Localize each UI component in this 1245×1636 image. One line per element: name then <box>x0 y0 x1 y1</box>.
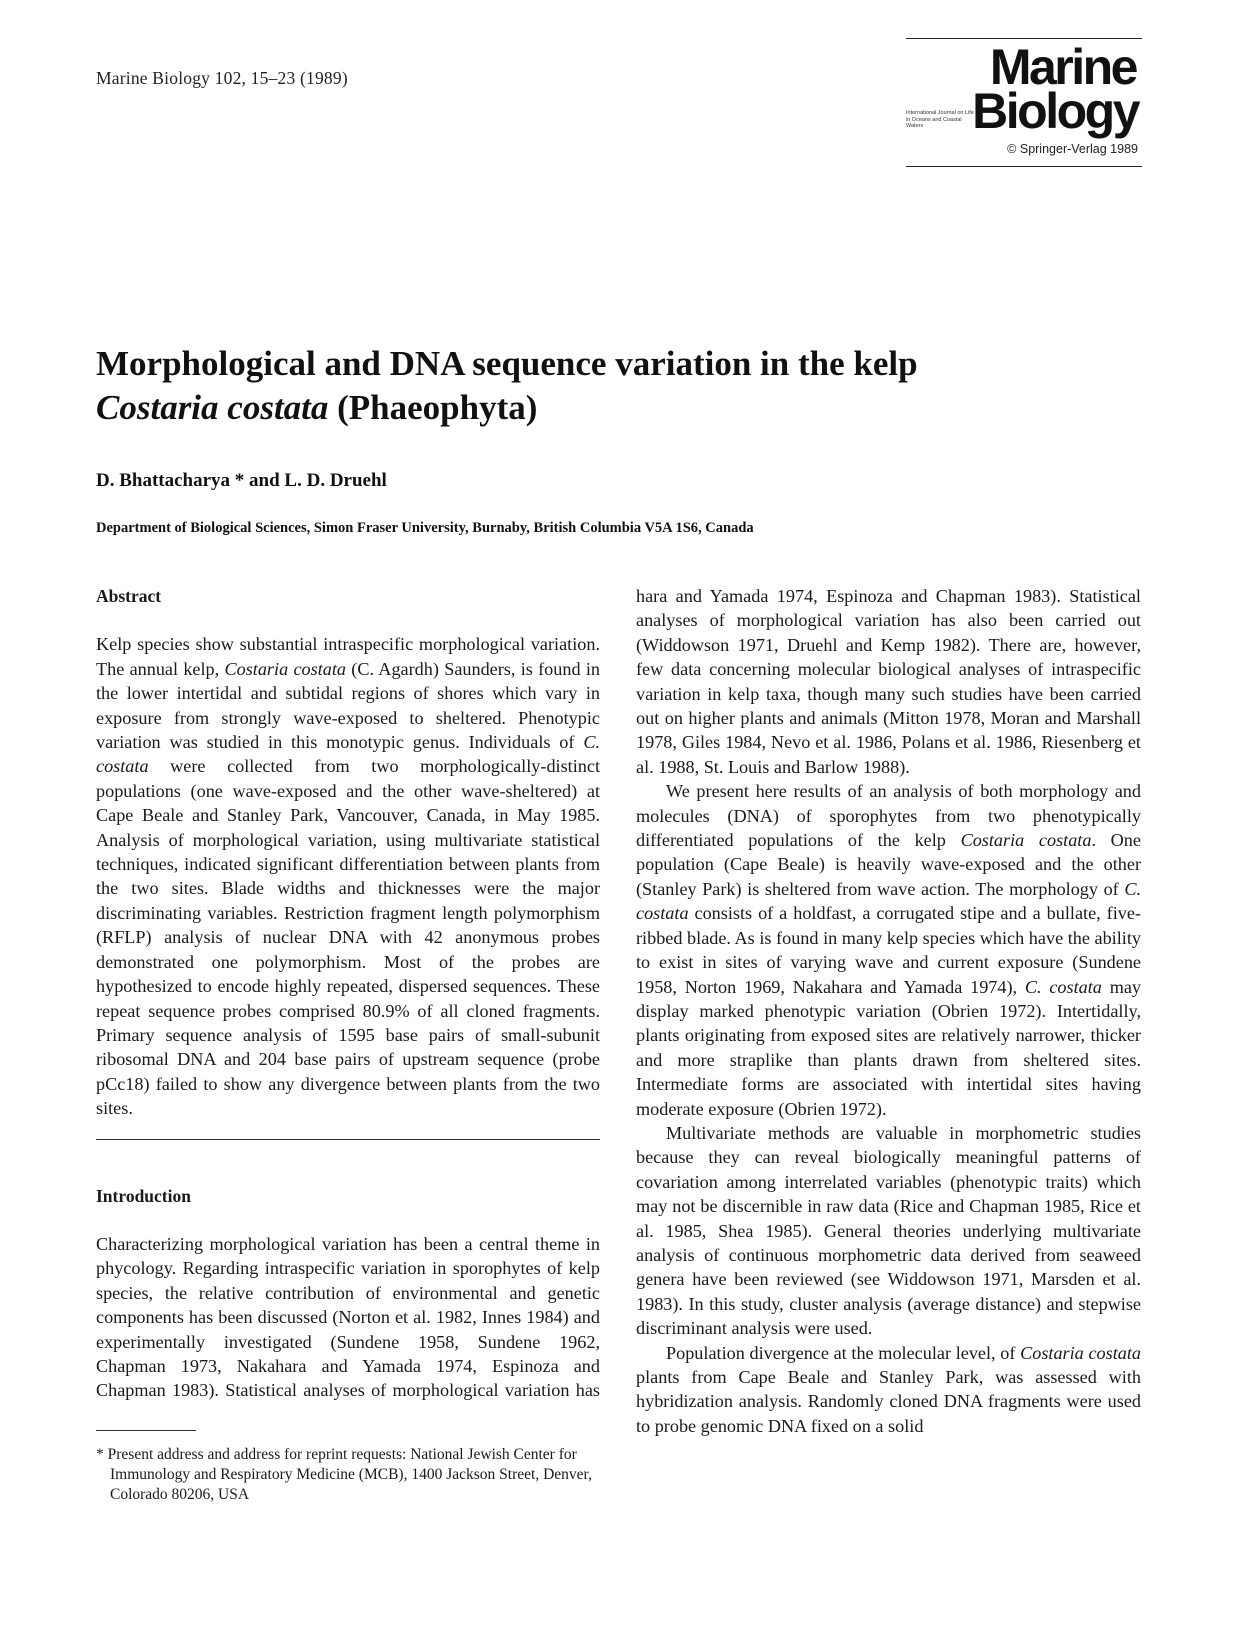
left-column <box>96 584 600 1505</box>
title-line2 <box>96 386 1096 430</box>
title-line1: Morphological and DNA sequence variation in the kelp <box>96 344 918 383</box>
logo-copyright: © Springer-Verlag 1989 <box>1007 142 1138 156</box>
abstract-divider <box>96 1139 600 1140</box>
logo-title-line2: Biology <box>972 83 1138 139</box>
article-title <box>96 342 1096 430</box>
logo-tagline: International Journal on Life in Oceans and Coastal Waters <box>906 110 974 129</box>
title-rest: (Phaeophyta) <box>328 388 538 427</box>
introduction-heading: Introduction <box>96 1185 191 1206</box>
logo-bottom-rule <box>906 166 1142 167</box>
logo-title-line1: Marine <box>989 39 1136 95</box>
intro-paragraph-4: Population divergence at the molecular level, of Costaria costata plants from Cape Beale and Stanley Park, was assessed with hybridization analysis. Randomly cloned DNA fragments were used to probe genomic DNA fixed on a solid <box>636 1342 1141 1436</box>
intro-paragraph-3: Multivariate methods are valuable in morphometric studies because they can reveal biologically meaningful patterns of covariation among interrelated variables (phenotypic traits) which may not be discernible in raw data (Rice and Chapman 1985, Rice et al. 1985, Shea 1985). General theories underlying multivariate analysis of continuous morphometric data derived from seaweed genera have been reviewed (see Widdowson 1971, Marsden et al. 1983). In this study, cluster analysis (average distance) and stepwise discriminant analysis were used. <box>636 1122 1141 1339</box>
abstract-text: Kelp species show substantial intraspecific morphological variation. The annual kelp, Costaria costata (C. Agardh) Saunders, is found in the lower intertidal and subtidal regions of shores which vary in exposure from strongly wave-exposed to sheltered. Phenotypic variation was studied in this monotypic genus. Individuals of C. costata were collected from two morphologically-distinct populations (one wave-exposed and the other wave-sheltered) at Cape Beale and Stanley Park, Vancouver, Canada, in May 1985. Analysis of morphological variation, using multivariate statistical techniques, indicated significant differentiation between plants from the two sites. Blade widths and thicknesses were the major discriminating variables. Restriction fragment length polymorphism (RFLP) analysis of nuclear DNA with 42 anonymous probes demonstrated one polymorphism. Most of the probes are hypothesized to encode highly repeated, dispersed sequences. These repeat sequence probes comprised 80.9% of all cloned fragments. Primary sequence analysis of 1595 base pairs of small-subunit ribosomal DNA and 204 base pairs of upstream sequence (probe pCc18) failed to show any divergence between plants from the two sites. <box>96 634 600 1119</box>
footnote-rule <box>96 1430 196 1431</box>
intro-paragraph-1-continued: hara and Yamada 1974, Espinoza and Chapman 1983). Statistical analyses of morphological variation has also been carried out (Widdowson 1971, Druehl and Kemp 1982). There are, however, few data concerning molecular biological analyses of intraspecific variation in kelp taxa, though many such studies have been carried out on higher plants and animals (Mitton 1978, Moran and Marshall 1978, Giles 1984, Nevo et al. 1986, Polans et al. 1986, Riesenberg et al. 1988, St. Louis and Barlow 1988). <box>636 586 1141 777</box>
intro-paragraph-1: Characterizing morphological variation has been a central theme in phycology. Regarding intraspecific variation in sporophytes of kelp species, the relative contribution of environmental and genetic components has been discussed (Norton et al. 1982, Innes 1984) and experimentally investigated (Sundene 1958, Sundene 1962, Chapman 1973, Nakahara and Yamada 1974, Espinoza and Chapman 1983). Statistical analyses of morphological variation has <box>96 1233 600 1400</box>
journal-logo <box>906 38 1142 166</box>
running-head: Marine Biology 102, 15–23 (1989) <box>96 68 348 88</box>
affiliation: Department of Biological Sciences, Simon Fraser University, Burnaby, British Columbia V5A 1S6, Canada <box>96 520 754 536</box>
abstract-heading: Abstract <box>96 586 162 606</box>
intro-paragraph-2: We present here results of an analysis of both morphology and molecules (DNA) of sporophytes from two phenotypically differentiated populations of the kelp Costaria costata. One population (Cape Beale) is heavily wave-exposed and the other (Stanley Park) is sheltered from wave action. The morphology of C. costata consists of a holdfast, a corrugated stipe and a bullate, five-ribbed blade. As is found in many kelp species which have the ability to exist in sites of varying wave and current exposure (Sundene 1958, Norton 1969, Nakahara and Yamada 1974), C. costata may display marked phenotypic variation (Obrien 1972). Intertidally, plants originating from exposed sites are relatively narrower, thicker and more straplike than plants drawn from sheltered sites. Intermediate forms are associated with intertidal sites having moderate exposure (Obrien 1972). <box>636 781 1142 1119</box>
title-genus: Costaria costata <box>96 388 329 427</box>
authors: D. Bhattacharya * and L. D. Druehl <box>96 470 387 491</box>
right-column <box>636 584 1141 1438</box>
footnote: * Present address and address for reprint requests: National Jewish Center for Immunology and Respiratory Medicine (MCB), 1400 Jackson Street, Denver, Colorado 80206, USA <box>96 1445 592 1503</box>
